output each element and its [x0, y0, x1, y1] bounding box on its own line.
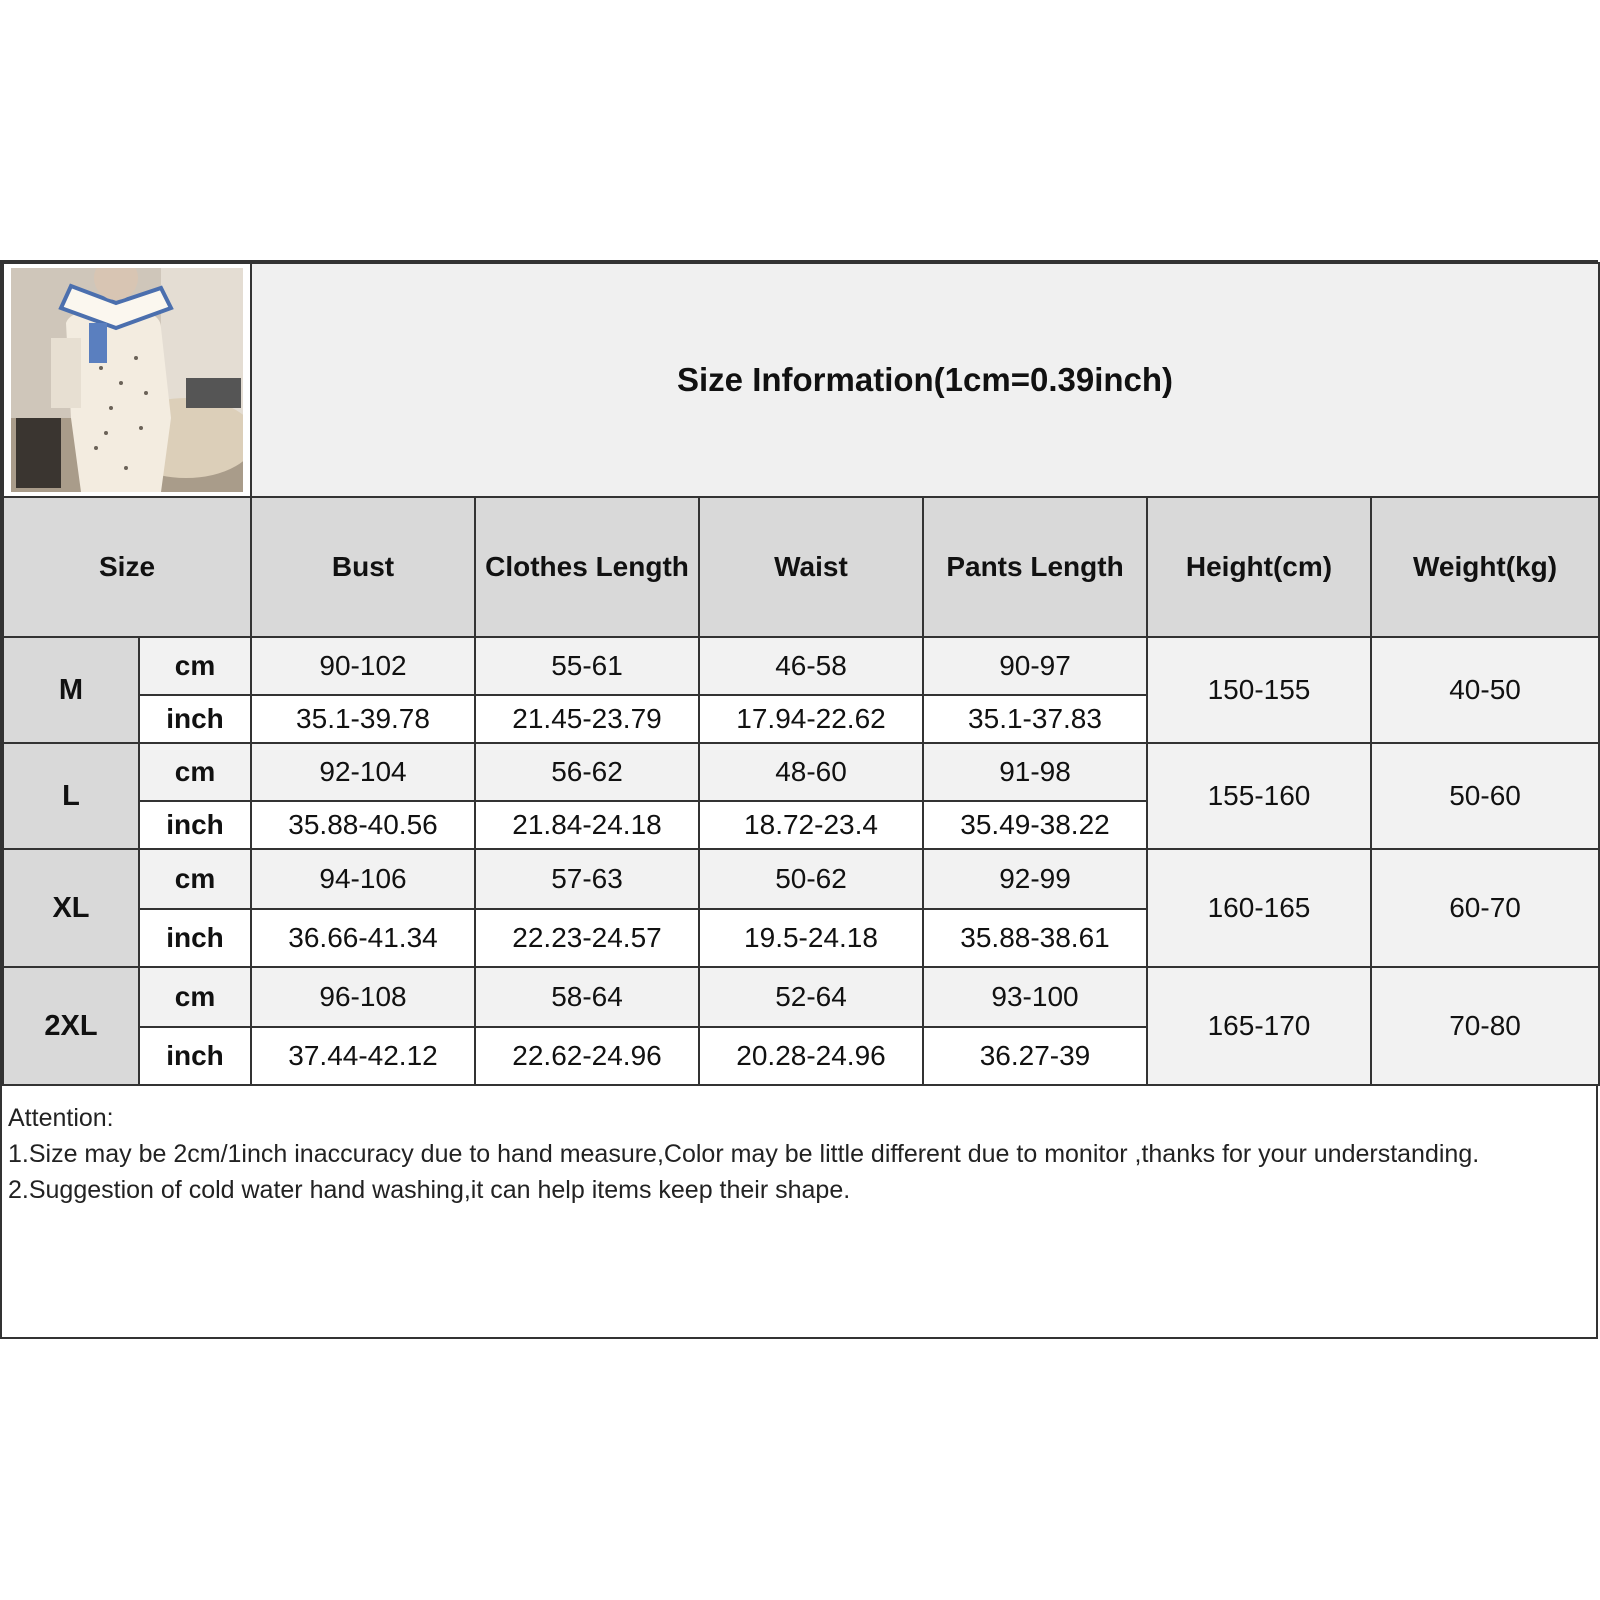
header-weight: Weight(kg): [1371, 497, 1599, 637]
waist-cm: 50-62: [699, 849, 923, 909]
table-row: [3, 967, 1599, 1027]
pants-length-cm: 91-98: [923, 743, 1147, 801]
header-bust: Bust: [251, 497, 475, 637]
pants-length-inch: 35.49-38.22: [923, 801, 1147, 849]
chart-title: Size Information(1cm=0.39inch): [251, 263, 1599, 497]
waist-cm: 52-64: [699, 967, 923, 1027]
unit-label: cm: [139, 743, 251, 801]
header-height: Height(cm): [1147, 497, 1371, 637]
unit-label: cm: [139, 849, 251, 909]
waist-inch: 20.28-24.96: [699, 1027, 923, 1085]
size-chart-sheet: [0, 260, 1598, 1339]
bust-inch: 36.66-41.34: [251, 909, 475, 967]
table-row: [3, 743, 1599, 801]
pants-length-inch: 36.27-39: [923, 1027, 1147, 1085]
header-size: Size: [3, 497, 251, 637]
header-waist: Waist: [699, 497, 923, 637]
clothes-length-inch: 21.45-23.79: [475, 695, 699, 743]
product-photo: [11, 268, 243, 492]
clothes-length-inch: 22.23-24.57: [475, 909, 699, 967]
height-range: 160-165: [1147, 849, 1371, 967]
pants-length-cm: 92-99: [923, 849, 1147, 909]
table-row: [3, 637, 1599, 695]
clothes-length-cm: 56-62: [475, 743, 699, 801]
size-table: [2, 262, 1600, 1086]
clothes-length-inch: 21.84-24.18: [475, 801, 699, 849]
bust-cm: 92-104: [251, 743, 475, 801]
size-label: XL: [3, 849, 139, 967]
bust-inch: 35.88-40.56: [251, 801, 475, 849]
pants-length-cm: 93-100: [923, 967, 1147, 1027]
unit-label: cm: [139, 637, 251, 695]
weight-range: 60-70: [1371, 849, 1599, 967]
weight-range: 40-50: [1371, 637, 1599, 743]
size-label: M: [3, 637, 139, 743]
notes-line-1: 1.Size may be 2cm/1inch inaccuracy due to hand measure,Color may be little different due to monitor ,thanks for your understanding.: [8, 1140, 1480, 1168]
weight-range: 50-60: [1371, 743, 1599, 849]
size-label: 2XL: [3, 967, 139, 1085]
pants-length-cm: 90-97: [923, 637, 1147, 695]
product-photo-cell: [3, 263, 251, 497]
table-row: [3, 849, 1599, 909]
pajama-model-image: [11, 268, 243, 492]
waist-cm: 46-58: [699, 637, 923, 695]
unit-label: cm: [139, 967, 251, 1027]
unit-label: inch: [139, 801, 251, 849]
clothes-length-cm: 55-61: [475, 637, 699, 695]
header-pants-length: Pants Length: [923, 497, 1147, 637]
waist-cm: 48-60: [699, 743, 923, 801]
height-range: 150-155: [1147, 637, 1371, 743]
header-clothes-length: Clothes Length: [475, 497, 699, 637]
pants-length-inch: 35.88-38.61: [923, 909, 1147, 967]
size-label: L: [3, 743, 139, 849]
clothes-length-cm: 58-64: [475, 967, 699, 1027]
notes-heading: Attention:: [8, 1104, 114, 1132]
unit-label: inch: [139, 1027, 251, 1085]
height-range: 155-160: [1147, 743, 1371, 849]
clothes-length-cm: 57-63: [475, 849, 699, 909]
height-range: 165-170: [1147, 967, 1371, 1085]
bust-inch: 37.44-42.12: [251, 1027, 475, 1085]
waist-inch: 19.5-24.18: [699, 909, 923, 967]
weight-range: 70-80: [1371, 967, 1599, 1085]
waist-inch: 17.94-22.62: [699, 695, 923, 743]
bust-cm: 94-106: [251, 849, 475, 909]
unit-label: inch: [139, 909, 251, 967]
notes-line-2: 2.Suggestion of cold water hand washing,it can help items keep their shape.: [8, 1176, 851, 1204]
bust-cm: 90-102: [251, 637, 475, 695]
waist-inch: 18.72-23.4: [699, 801, 923, 849]
pants-length-inch: 35.1-37.83: [923, 695, 1147, 743]
unit-label: inch: [139, 695, 251, 743]
bust-inch: 35.1-39.78: [251, 695, 475, 743]
clothes-length-inch: 22.62-24.96: [475, 1027, 699, 1085]
bust-cm: 96-108: [251, 967, 475, 1027]
attention-notes: [8, 1100, 1588, 1208]
